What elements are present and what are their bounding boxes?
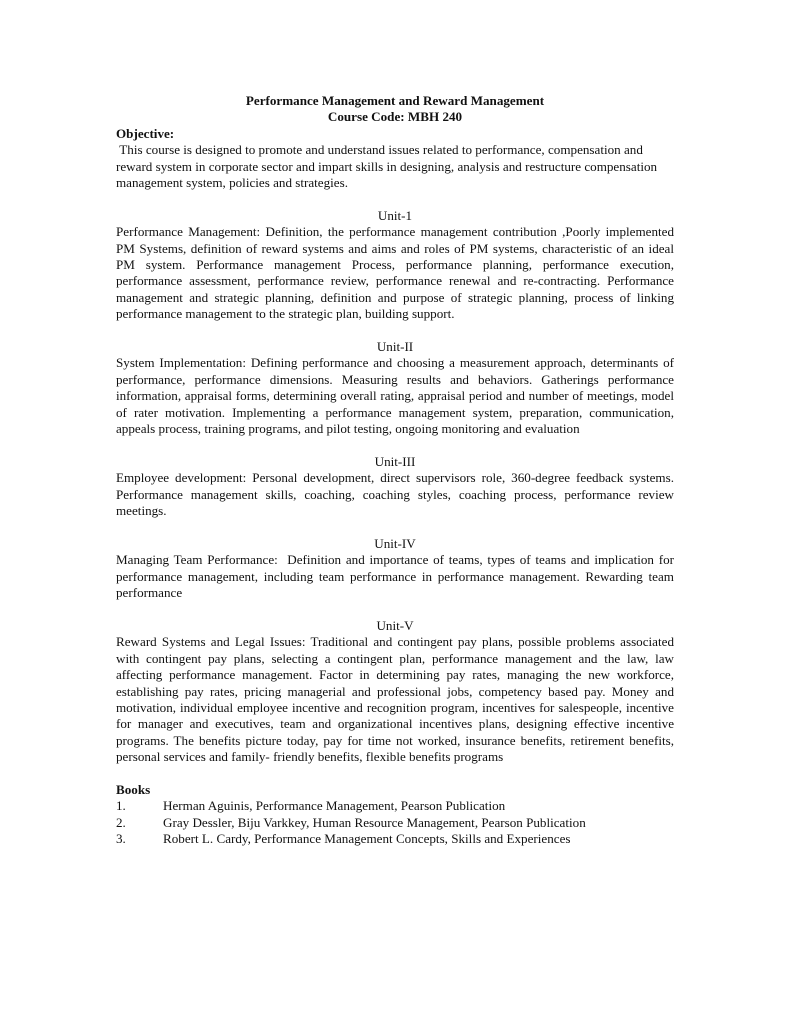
book-text: Herman Aguinis, Performance Management, Pearson Publication (163, 798, 506, 814)
spacer (116, 602, 674, 618)
book-text: Gray Dessler, Biju Varkkey, Human Resource Management, Pearson Publication (163, 814, 586, 830)
unit-5-title: Unit-V (376, 617, 414, 633)
book-item (116, 831, 674, 847)
objective-text: This course is designed to promote and understand issues related to performance, compensation and reward system in corporate sector and impart skills in designing, analysis and restructure compensation management system, policies and strategies. (116, 142, 661, 191)
spacer (116, 520, 674, 536)
spacer (116, 438, 674, 454)
spacer (116, 766, 674, 782)
book-number: 2. (116, 814, 126, 830)
unit-3-title: Unit-III (374, 453, 416, 469)
book-text: Robert L. Cardy, Performance Management Concepts, Skills and Experiences (163, 831, 571, 847)
books-heading: Books (116, 781, 151, 797)
unit-4-title: Unit-IV (374, 535, 416, 551)
book-number: 1. (116, 798, 126, 814)
syllabus-page (116, 93, 678, 848)
course-title: Performance Management and Reward Management (245, 93, 545, 108)
spacer (116, 191, 674, 207)
unit-2-text: System Implementation: Defining performance and choosing a measurement approach, determinants of performance, performance dimensions. Measuring results and behaviors. Gatherings performance information, appraisal forms, determining overall rating, appraisal period and number of meetings, model of rater motivation. Implementing a performance management system, preparation, communication, appeals process, training programs, and pilot testing, ongoing monitoring and evaluation (116, 355, 674, 437)
objective-heading: Objective: (116, 125, 175, 141)
unit-3-text: Employee development: Personal development, direct supervisors role, 360-degree feedback systems. Performance management skills, coaching, coaching styles, coaching process, performance review meetings. (116, 470, 674, 519)
spacer (116, 323, 674, 339)
unit-5-text: Reward Systems and Legal Issues: Traditional and contingent pay plans, possible problems associated with contingent pay plans, selecting a contingent plan, performance management and the law, law affecting performance management. Factor in determining pay rates, managing the new workforce, establishing pay rates, pricing managerial and professional jobs, competency based pay. Money and motivation, individual employee incentive and recognition program, incentives for salespeople, incentive for manager and executives, team and organizational incentives plans, designing effective incentive programs. The benefits picture today, pay for time not worked, insurance benefits, retirement benefits, personal services and family- friendly benefits, flexible benefits programs (116, 634, 674, 765)
unit-4-text: Managing Team Performance: Definition and importance of teams, types of teams and implication for performance management, including team performance in performance management. Rewarding team performance (116, 552, 678, 601)
unit-1-title: Unit-1 (377, 207, 413, 223)
book-item (116, 815, 674, 831)
unit-1-text: Performance Management: Definition, the performance management contribution ,Poorly implemented PM Systems, definition of reward systems and aims and roles of PM systems, characteristic of an ideal PM system. Performance management Process, performance planning, performance execution, performance assessment, performance review, performance renewal and re-contracting. Performance management and strategic planning, definition and purpose of strategic planning, process of linking performance management to the strategic plan, building support. (116, 224, 674, 322)
unit-2-title: Unit-II (376, 339, 414, 355)
book-number: 3. (116, 831, 126, 847)
book-item (116, 798, 674, 814)
course-code: Course Code: MBH 240 (327, 109, 463, 125)
